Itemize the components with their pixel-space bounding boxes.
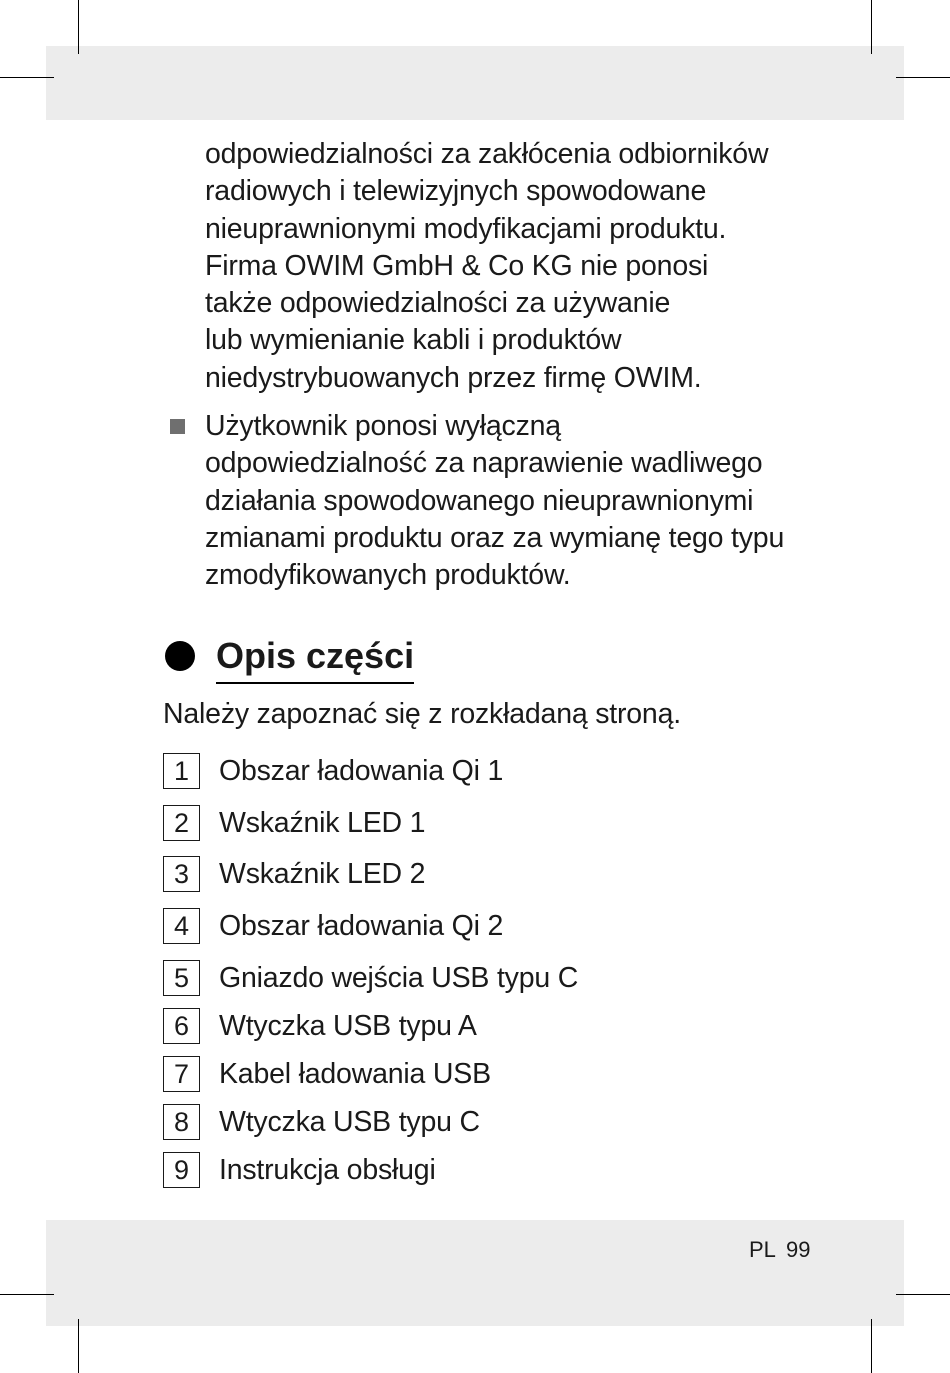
- part-number-box: 4: [163, 908, 200, 944]
- page-number: 99: [786, 1237, 811, 1262]
- square-bullet-icon: [170, 419, 185, 434]
- list-item: [163, 752, 503, 790]
- part-label: Gniazdo wejścia USB typu C: [219, 961, 579, 994]
- list-item: [163, 1103, 480, 1141]
- crop-mark: [871, 0, 872, 54]
- part-number-box: 8: [163, 1104, 200, 1140]
- part-label: Wskaźnik LED 1: [219, 806, 426, 839]
- part-label: Wtyczka USB typu C: [219, 1105, 480, 1138]
- part-number-box: 1: [163, 753, 200, 789]
- crop-mark: [896, 77, 950, 78]
- part-number-box: 3: [163, 856, 200, 892]
- continued-paragraph: odpowiedzialności za zakłócenia odbiorników radiowych i telewizyjnych spowodowane nieuprawnionymi modyfikacjami produktu. Firma OWIM GmbH & Co KG nie ponosi także odpowiedzialności za używanie lub wymienianie kabli i produktów niedystrybuowanych przez firmę OWIM.: [205, 138, 769, 394]
- list-item: [163, 1055, 491, 1093]
- part-label: Kabel ładowania USB: [219, 1057, 491, 1090]
- list-item: [163, 1007, 477, 1045]
- part-label: Obszar ładowania Qi 1: [219, 754, 504, 787]
- list-item: [163, 959, 578, 997]
- filled-circle-icon: [165, 641, 195, 671]
- part-label: Wtyczka USB typu A: [219, 1009, 477, 1042]
- crop-mark: [78, 0, 79, 54]
- list-item: [163, 855, 425, 893]
- crop-mark: [0, 77, 54, 78]
- crop-mark: [896, 1294, 950, 1295]
- part-number-box: 9: [163, 1152, 200, 1188]
- part-number-box: 2: [163, 805, 200, 841]
- section-title: Opis części: [216, 632, 414, 684]
- part-label: Wskaźnik LED 2: [219, 857, 426, 890]
- list-item: [163, 804, 425, 842]
- bullet-paragraph: Użytkownik ponosi wyłączną odpowiedzialność za naprawienie wadliwego działania spowodowanego nieuprawnionymi zmianami produktu oraz za wymianę tego typu zmodyfikowanych produktów.: [205, 410, 785, 592]
- part-label: Obszar ładowania Qi 2: [219, 909, 504, 942]
- part-number-box: 5: [163, 960, 200, 996]
- crop-mark: [871, 1319, 872, 1373]
- list-item: [163, 907, 503, 945]
- part-label: Instrukcja obsługi: [219, 1153, 436, 1186]
- footer-language: PL: [749, 1237, 776, 1262]
- section-intro: Należy zapoznać się z rozkładaną stroną.: [163, 698, 681, 730]
- crop-mark: [78, 1319, 79, 1373]
- header-band: [46, 46, 904, 120]
- list-item: [163, 1151, 436, 1189]
- part-number-box: 6: [163, 1008, 200, 1044]
- crop-mark: [0, 1294, 54, 1295]
- part-number-box: 7: [163, 1056, 200, 1092]
